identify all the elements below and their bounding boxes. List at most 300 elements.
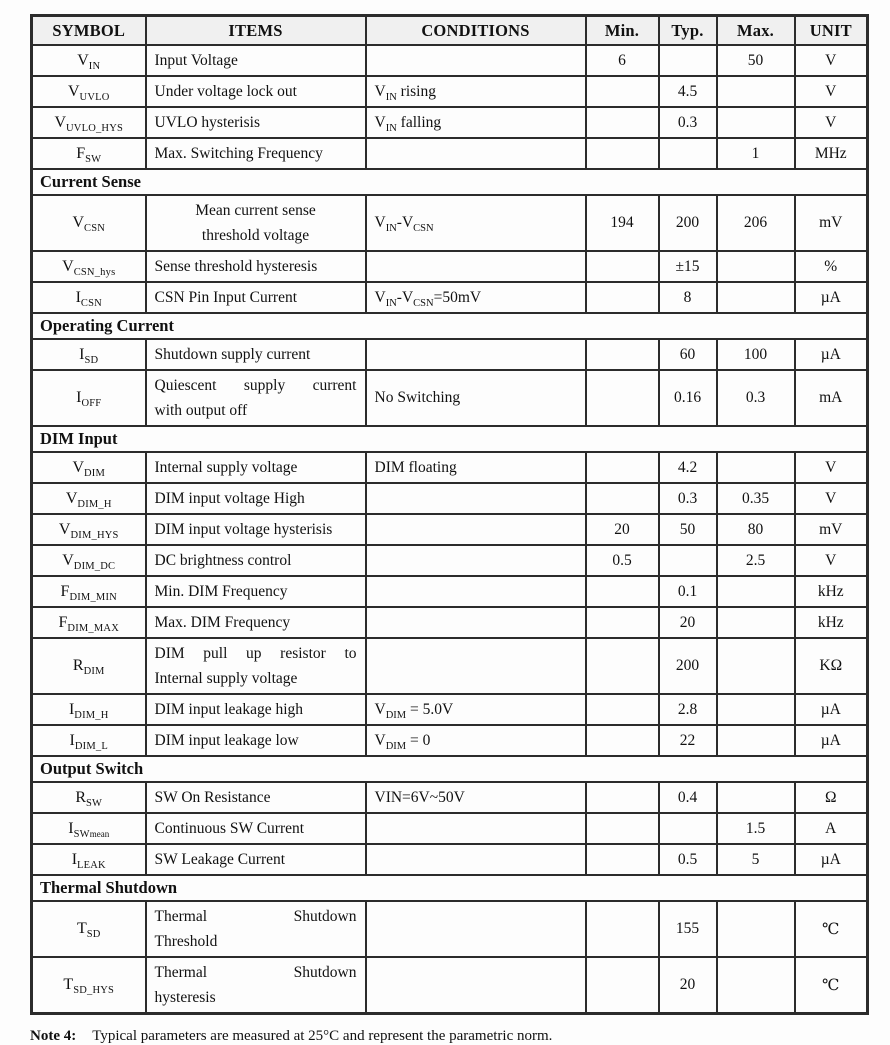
max-cell xyxy=(717,694,795,725)
symbol-subscript: DIM_MAX xyxy=(67,622,119,634)
min-cell xyxy=(586,452,659,483)
symbol-base: V xyxy=(62,257,74,275)
symbol-subscript: CSN xyxy=(84,223,106,235)
item-cell xyxy=(146,45,366,76)
section-title: Output Switch xyxy=(32,756,868,782)
condition-cell xyxy=(366,370,586,426)
item-cell xyxy=(146,576,366,607)
unit-cell: kHz xyxy=(795,576,868,607)
table-row xyxy=(32,813,868,844)
symbol-base: I xyxy=(68,700,75,718)
condition-cell xyxy=(366,782,586,813)
symbol-cell xyxy=(32,370,146,426)
table-row xyxy=(32,957,868,1014)
electrical-characteristics-table xyxy=(30,14,869,1015)
condition-text: V xyxy=(374,288,386,306)
symbol-cell xyxy=(32,138,146,169)
typ-cell xyxy=(659,813,717,844)
item-line: Thermal Shutdown xyxy=(154,908,357,925)
table-row xyxy=(32,901,868,957)
symbol-base: V xyxy=(77,51,89,69)
min-cell xyxy=(586,339,659,370)
condition-cell xyxy=(366,957,586,1014)
item-line: hysteresis xyxy=(154,989,216,1006)
symbol-subscript: OFF xyxy=(81,398,102,410)
section-row xyxy=(32,313,868,339)
section-title: Current Sense xyxy=(32,169,868,195)
typ-cell: 4.2 xyxy=(659,452,717,483)
symbol-subscript: SD xyxy=(86,929,101,941)
table-row xyxy=(32,107,868,138)
symbol-cell xyxy=(32,251,146,282)
table-row xyxy=(32,452,868,483)
column-header-min: Min. xyxy=(586,16,659,46)
symbol-base: T xyxy=(63,976,74,993)
typ-cell: 22 xyxy=(659,725,717,756)
item-cell xyxy=(146,282,366,313)
condition-text: -V xyxy=(396,214,414,231)
unit-cell: µA xyxy=(795,844,868,875)
symbol-subscript: SD xyxy=(84,354,99,366)
unit-cell: MHz xyxy=(795,138,868,169)
min-cell xyxy=(586,483,659,514)
symbol-cell xyxy=(32,725,146,756)
symbol-base: I xyxy=(76,389,82,406)
condition-subscript: IN xyxy=(385,223,397,235)
item-cell xyxy=(146,901,366,957)
condition-subscript: DIM xyxy=(385,740,407,752)
item-line: Continuous SW Current xyxy=(154,820,305,837)
symbol-subscript: DIM_MIN xyxy=(69,591,117,603)
symbol-cell xyxy=(32,76,146,107)
min-cell xyxy=(586,138,659,169)
symbol-subscript: SW xyxy=(86,797,103,809)
symbol-subscript: SW xyxy=(85,153,102,165)
item-line: Input Voltage xyxy=(154,52,238,69)
max-cell: 80 xyxy=(717,514,795,545)
table-row xyxy=(32,638,868,694)
unit-cell: µA xyxy=(795,339,868,370)
symbol-base: F xyxy=(60,582,70,600)
item-line: Threshold xyxy=(154,933,218,950)
max-cell xyxy=(717,782,795,813)
item-cell xyxy=(146,694,366,725)
table-row xyxy=(32,195,868,251)
max-cell xyxy=(717,957,795,1014)
column-header-typ: Typ. xyxy=(659,16,717,46)
symbol-cell xyxy=(32,782,146,813)
symbol-cell xyxy=(32,576,146,607)
min-cell xyxy=(586,576,659,607)
symbol-subscript: CSN xyxy=(80,297,102,309)
typ-cell: 200 xyxy=(659,195,717,251)
max-cell: 50 xyxy=(717,45,795,76)
symbol-subscript: UVLO xyxy=(79,91,110,103)
table-row xyxy=(32,138,868,169)
item-cell xyxy=(146,138,366,169)
symbol-subscript: DIM_DC xyxy=(73,560,116,572)
table-row xyxy=(32,514,868,545)
symbol-cell xyxy=(32,107,146,138)
item-line: SW Leakage Current xyxy=(154,851,286,868)
condition-cell xyxy=(366,638,586,694)
max-cell: 2.5 xyxy=(717,545,795,576)
condition-text: rising xyxy=(396,82,436,100)
symbol-base: R xyxy=(75,788,86,806)
typ-cell: 0.3 xyxy=(659,483,717,514)
symbol-subscript: SW xyxy=(73,828,90,840)
note-text: Typical parameters are measured at 25°C and represent the parametric norm. xyxy=(92,1028,553,1044)
min-cell: 194 xyxy=(586,195,659,251)
item-line: Max. DIM Frequency xyxy=(154,614,291,631)
min-cell xyxy=(586,694,659,725)
note-label: Note 4: xyxy=(30,1028,77,1044)
item-cell xyxy=(146,195,366,251)
column-header-items: ITEMS xyxy=(146,16,366,46)
symbol-subscript: IN xyxy=(88,60,101,72)
max-cell: 1.5 xyxy=(717,813,795,844)
item-cell xyxy=(146,339,366,370)
max-cell: 1 xyxy=(717,138,795,169)
section-title: Thermal Shutdown xyxy=(32,875,868,901)
symbol-cell xyxy=(32,339,146,370)
symbol-base: F xyxy=(76,144,86,162)
typ-cell: ±15 xyxy=(659,251,717,282)
symbol-subscript-2: mean xyxy=(89,828,110,839)
table-row xyxy=(32,251,868,282)
section-row xyxy=(32,756,868,782)
symbol-base: T xyxy=(76,920,87,937)
item-cell xyxy=(146,107,366,138)
condition-text: = 5.0V xyxy=(406,700,454,718)
condition-cell xyxy=(366,76,586,107)
condition-text: No Switching xyxy=(374,389,461,406)
header-row xyxy=(32,16,868,46)
condition-cell xyxy=(366,545,586,576)
symbol-base: V xyxy=(72,214,85,231)
symbol-cell xyxy=(32,45,146,76)
symbol-cell xyxy=(32,514,146,545)
condition-cell xyxy=(366,901,586,957)
max-cell xyxy=(717,251,795,282)
symbol-cell xyxy=(32,483,146,514)
condition-subscript: CSN xyxy=(413,223,434,235)
table-row xyxy=(32,45,868,76)
condition-cell xyxy=(366,195,586,251)
table-row xyxy=(32,370,868,426)
item-line: DIM input voltage High xyxy=(154,490,305,507)
unit-cell: V xyxy=(795,107,868,138)
min-cell xyxy=(586,282,659,313)
item-line: DIM pull up resistor to xyxy=(154,645,357,662)
symbol-subscript: DIM_H xyxy=(74,709,109,721)
table-row xyxy=(32,483,868,514)
symbol-cell xyxy=(32,195,146,251)
max-cell xyxy=(717,282,795,313)
symbol-subscript: CSN_hys xyxy=(73,266,116,278)
condition-cell xyxy=(366,607,586,638)
condition-cell xyxy=(366,138,586,169)
typ-cell xyxy=(659,138,717,169)
max-cell: 100 xyxy=(717,339,795,370)
unit-cell: µA xyxy=(795,725,868,756)
symbol-subscript: DIM xyxy=(83,666,105,678)
unit-cell: µA xyxy=(795,282,868,313)
item-line: Quiescent supply current xyxy=(154,377,357,394)
item-cell xyxy=(146,957,366,1014)
unit-cell: Ω xyxy=(795,782,868,813)
symbol-subscript: UVLO_HYS xyxy=(66,122,124,134)
note xyxy=(30,1028,890,1045)
item-line: Thermal Shutdown xyxy=(154,964,357,981)
max-cell xyxy=(717,901,795,957)
item-cell xyxy=(146,813,366,844)
typ-cell: 0.3 xyxy=(659,107,717,138)
section-title: DIM Input xyxy=(32,426,868,452)
item-line: Mean current sense xyxy=(195,202,316,219)
condition-subscript: CSN xyxy=(413,297,434,309)
symbol-cell xyxy=(32,452,146,483)
symbol-cell xyxy=(32,282,146,313)
typ-cell: 60 xyxy=(659,339,717,370)
section-title: Operating Current xyxy=(32,313,868,339)
column-header-conditions: CONDITIONS xyxy=(366,16,586,46)
unit-cell: KΩ xyxy=(795,638,868,694)
condition-subscript: DIM xyxy=(385,709,407,721)
symbol-base: I xyxy=(69,731,75,749)
item-cell xyxy=(146,725,366,756)
item-line: Under voltage lock out xyxy=(154,83,297,100)
max-cell xyxy=(717,725,795,756)
table-row xyxy=(32,76,868,107)
typ-cell xyxy=(659,545,717,576)
unit-cell: mV xyxy=(795,195,868,251)
table-row xyxy=(32,694,868,725)
item-cell xyxy=(146,782,366,813)
symbol-cell xyxy=(32,607,146,638)
item-line: UVLO hysterisis xyxy=(154,114,260,131)
symbol-subscript: SD_HYS xyxy=(73,985,115,997)
typ-cell: 0.16 xyxy=(659,370,717,426)
unit-cell: V xyxy=(795,545,868,576)
typ-cell: 8 xyxy=(659,282,717,313)
unit-cell: V xyxy=(795,45,868,76)
table-row xyxy=(32,545,868,576)
symbol-subscript: DIM xyxy=(84,467,106,479)
symbol-base: V xyxy=(62,551,74,569)
unit-cell: V xyxy=(795,76,868,107)
typ-cell: 155 xyxy=(659,901,717,957)
condition-text: V xyxy=(374,214,386,231)
min-cell xyxy=(586,782,659,813)
item-cell xyxy=(146,251,366,282)
item-line: DIM input leakage low xyxy=(154,732,299,749)
condition-cell xyxy=(366,844,586,875)
condition-text: V xyxy=(374,82,386,100)
min-cell xyxy=(586,901,659,957)
min-cell xyxy=(586,107,659,138)
condition-cell xyxy=(366,45,586,76)
typ-cell xyxy=(659,45,717,76)
min-cell xyxy=(586,725,659,756)
section-row xyxy=(32,169,868,195)
condition-cell xyxy=(366,107,586,138)
min-cell xyxy=(586,251,659,282)
condition-text: V xyxy=(374,700,386,718)
unit-cell: V xyxy=(795,452,868,483)
table-row xyxy=(32,576,868,607)
min-cell: 20 xyxy=(586,514,659,545)
condition-cell xyxy=(366,694,586,725)
unit-cell: mV xyxy=(795,514,868,545)
symbol-base: R xyxy=(72,657,84,674)
condition-text: V xyxy=(374,731,386,749)
table-row xyxy=(32,725,868,756)
max-cell xyxy=(717,576,795,607)
item-line: Internal supply voltage xyxy=(154,670,298,687)
unit-cell: µA xyxy=(795,694,868,725)
item-line: CSN Pin Input Current xyxy=(154,289,298,306)
symbol-cell xyxy=(32,545,146,576)
unit-cell: ℃ xyxy=(795,901,868,957)
item-cell xyxy=(146,452,366,483)
max-cell: 0.35 xyxy=(717,483,795,514)
table-row xyxy=(32,607,868,638)
unit-cell: ℃ xyxy=(795,957,868,1014)
min-cell xyxy=(586,607,659,638)
symbol-cell xyxy=(32,638,146,694)
symbol-subscript: DIM_HYS xyxy=(70,529,119,541)
min-cell xyxy=(586,638,659,694)
typ-cell: 0.4 xyxy=(659,782,717,813)
condition-cell xyxy=(366,725,586,756)
item-line: Max. Switching Frequency xyxy=(154,145,323,162)
condition-cell xyxy=(366,452,586,483)
max-cell: 5 xyxy=(717,844,795,875)
min-cell xyxy=(586,813,659,844)
max-cell: 206 xyxy=(717,195,795,251)
table-row xyxy=(32,844,868,875)
table-row xyxy=(32,339,868,370)
symbol-base: V xyxy=(54,113,67,131)
condition-cell xyxy=(366,514,586,545)
item-line: DC brightness control xyxy=(154,552,292,569)
max-cell xyxy=(717,607,795,638)
condition-text: -V xyxy=(396,288,414,306)
item-line: Sense threshold hysteresis xyxy=(154,258,318,275)
condition-cell xyxy=(366,576,586,607)
symbol-cell xyxy=(32,957,146,1014)
max-cell xyxy=(717,452,795,483)
item-line: DIM input voltage hysterisis xyxy=(154,521,333,538)
item-cell xyxy=(146,844,366,875)
item-line: Internal supply voltage xyxy=(154,459,298,476)
max-cell xyxy=(717,107,795,138)
symbol-cell xyxy=(32,813,146,844)
condition-cell xyxy=(366,339,586,370)
min-cell xyxy=(586,76,659,107)
max-cell: 0.3 xyxy=(717,370,795,426)
condition-text: = 0 xyxy=(406,731,431,749)
unit-cell: % xyxy=(795,251,868,282)
symbol-subscript: DIM_L xyxy=(74,740,108,752)
item-cell xyxy=(146,607,366,638)
item-cell xyxy=(146,514,366,545)
symbol-cell xyxy=(32,694,146,725)
item-line: threshold voltage xyxy=(201,227,310,244)
symbol-base: F xyxy=(58,613,68,631)
item-line: Shutdown supply current xyxy=(154,346,311,363)
table-header xyxy=(32,16,868,46)
symbol-subscript: DIM_H xyxy=(77,498,112,510)
symbol-base: I xyxy=(75,288,81,306)
typ-cell: 20 xyxy=(659,607,717,638)
table-row xyxy=(32,282,868,313)
symbol-base: I xyxy=(71,850,78,868)
symbol-base: V xyxy=(58,520,71,538)
symbol-base: I xyxy=(68,819,74,837)
condition-cell xyxy=(366,813,586,844)
condition-text: DIM floating xyxy=(374,458,457,476)
typ-cell: 4.5 xyxy=(659,76,717,107)
condition-text: V xyxy=(374,113,386,131)
condition-subscript: IN xyxy=(385,297,397,309)
item-cell xyxy=(146,545,366,576)
max-cell xyxy=(717,76,795,107)
condition-text: falling xyxy=(396,113,442,131)
unit-cell: mA xyxy=(795,370,868,426)
condition-cell xyxy=(366,251,586,282)
condition-cell xyxy=(366,282,586,313)
typ-cell: 0.1 xyxy=(659,576,717,607)
min-cell xyxy=(586,844,659,875)
section-row xyxy=(32,875,868,901)
max-cell xyxy=(717,638,795,694)
item-line: SW On Resistance xyxy=(154,789,271,806)
min-cell xyxy=(586,370,659,426)
item-cell xyxy=(146,370,366,426)
unit-cell: kHz xyxy=(795,607,868,638)
min-cell: 6 xyxy=(586,45,659,76)
typ-cell: 20 xyxy=(659,957,717,1014)
item-cell xyxy=(146,638,366,694)
symbol-cell xyxy=(32,901,146,957)
item-line: DIM input leakage high xyxy=(154,701,304,718)
column-header-max: Max. xyxy=(717,16,795,46)
min-cell: 0.5 xyxy=(586,545,659,576)
typ-cell: 2.8 xyxy=(659,694,717,725)
symbol-base: V xyxy=(72,458,85,476)
min-cell xyxy=(586,957,659,1014)
typ-cell: 0.5 xyxy=(659,844,717,875)
section-row xyxy=(32,426,868,452)
condition-text: VIN=6V~50V xyxy=(374,788,465,806)
typ-cell: 200 xyxy=(659,638,717,694)
condition-subscript: IN xyxy=(385,122,397,134)
typ-cell: 50 xyxy=(659,514,717,545)
table-row xyxy=(32,782,868,813)
condition-subscript: IN xyxy=(385,91,397,103)
condition-cell xyxy=(366,483,586,514)
symbol-subscript: LEAK xyxy=(77,859,106,871)
item-cell xyxy=(146,483,366,514)
unit-cell: A xyxy=(795,813,868,844)
table-body xyxy=(32,45,868,1014)
symbol-cell xyxy=(32,844,146,875)
item-line: Min. DIM Frequency xyxy=(154,583,288,600)
symbol-base: I xyxy=(79,345,85,363)
symbol-base: V xyxy=(65,489,78,507)
